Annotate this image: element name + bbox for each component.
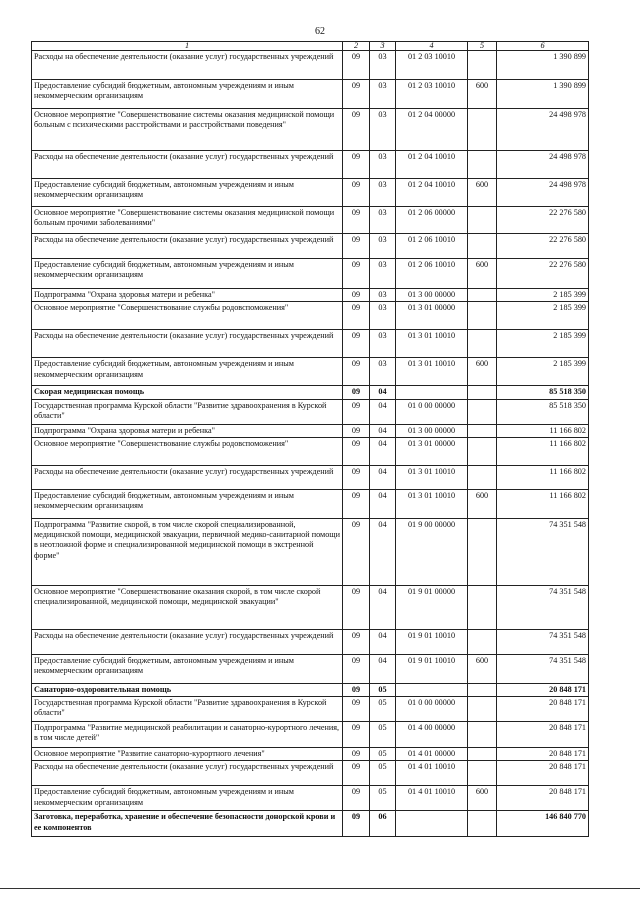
- row-section-cell: 09: [343, 811, 370, 837]
- row-section-cell: 09: [343, 654, 370, 683]
- table-row: [32, 151, 589, 179]
- row-name-cell: Предоставление субсидий бюджетным, автономным учреждениям и иным некоммерческим организациям: [32, 489, 343, 518]
- row-name-cell: Подпрограмма "Охрана здоровья матери и ребенка": [32, 289, 343, 302]
- row-target-article-cell: 01 4 00 00000: [396, 722, 468, 748]
- row-expense-type-cell: [468, 330, 497, 358]
- row-expense-type-cell: [468, 386, 497, 399]
- row-section-cell: 09: [343, 289, 370, 302]
- table-row: [32, 109, 589, 151]
- row-amount-cell: 74 351 548: [497, 654, 589, 683]
- row-subsection-cell: 03: [370, 207, 396, 234]
- row-expense-type-cell: [468, 399, 497, 424]
- row-section-cell: 09: [343, 302, 370, 330]
- row-subsection-cell: 05: [370, 722, 396, 748]
- row-amount-cell: 20 848 171: [497, 761, 589, 786]
- row-target-article-cell: 01 3 01 10010: [396, 330, 468, 358]
- row-amount-cell: 85 518 350: [497, 386, 589, 399]
- row-amount-cell: 11 166 802: [497, 465, 589, 489]
- row-subsection-cell: 05: [370, 761, 396, 786]
- table-header-row: [32, 42, 589, 51]
- table-row: [32, 489, 589, 518]
- row-amount-cell: 24 498 978: [497, 151, 589, 179]
- row-target-article-cell: 01 4 01 00000: [396, 748, 468, 761]
- row-name-cell: Основное мероприятие "Совершенствование оказания скорой, в том числе скорой специализированной, медицинской помощи, медицинской эвакуации": [32, 585, 343, 629]
- row-section-cell: 09: [343, 518, 370, 585]
- table-row: [32, 722, 589, 748]
- row-name-cell: Расходы на обеспечение деятельности (оказание услуг) государственных учреждений: [32, 234, 343, 259]
- row-expense-type-cell: 600: [468, 489, 497, 518]
- row-amount-cell: 20 848 171: [497, 722, 589, 748]
- table-row: [32, 518, 589, 585]
- row-expense-type-cell: [468, 109, 497, 151]
- row-subsection-cell: 04: [370, 654, 396, 683]
- row-subsection-cell: 03: [370, 330, 396, 358]
- row-target-article-cell: 01 3 00 00000: [396, 424, 468, 437]
- row-amount-cell: 146 840 770: [497, 811, 589, 837]
- row-name-cell: Основное мероприятие "Совершенствование службы родовспоможения": [32, 302, 343, 330]
- row-target-article-cell: 01 3 01 10010: [396, 358, 468, 386]
- row-subsection-cell: 03: [370, 358, 396, 386]
- row-target-article-cell: 01 2 06 00000: [396, 207, 468, 234]
- row-subsection-cell: 03: [370, 302, 396, 330]
- table-row: [32, 761, 589, 786]
- row-target-article-cell: [396, 811, 468, 837]
- row-amount-cell: 1 390 899: [497, 51, 589, 80]
- table-row: [32, 358, 589, 386]
- row-amount-cell: 74 351 548: [497, 629, 589, 654]
- table-row: [32, 748, 589, 761]
- row-section-cell: 09: [343, 761, 370, 786]
- row-name-cell: Расходы на обеспечение деятельности (оказание услуг) государственных учреждений: [32, 51, 343, 80]
- row-amount-cell: 24 498 978: [497, 179, 589, 207]
- row-expense-type-cell: [468, 424, 497, 437]
- row-amount-cell: 20 848 171: [497, 748, 589, 761]
- table-row: [32, 585, 589, 629]
- table-row: [32, 399, 589, 424]
- row-target-article-cell: 01 3 01 10010: [396, 465, 468, 489]
- row-expense-type-cell: [468, 465, 497, 489]
- row-target-article-cell: 01 0 00 00000: [396, 399, 468, 424]
- row-amount-cell: 74 351 548: [497, 585, 589, 629]
- row-subsection-cell: 04: [370, 424, 396, 437]
- header-col-1: 1: [32, 42, 343, 51]
- row-expense-type-cell: [468, 811, 497, 837]
- row-expense-type-cell: [468, 585, 497, 629]
- row-expense-type-cell: [468, 748, 497, 761]
- row-subsection-cell: 04: [370, 399, 396, 424]
- row-section-cell: 09: [343, 179, 370, 207]
- row-section-cell: 09: [343, 386, 370, 399]
- row-target-article-cell: 01 3 01 00000: [396, 437, 468, 465]
- row-expense-type-cell: [468, 289, 497, 302]
- row-expense-type-cell: [468, 51, 497, 80]
- row-target-article-cell: 01 9 01 10010: [396, 654, 468, 683]
- page-number: 62: [315, 26, 325, 37]
- row-expense-type-cell: 600: [468, 358, 497, 386]
- header-col-3: 3: [370, 42, 396, 51]
- table-row: [32, 697, 589, 722]
- row-amount-cell: 85 518 350: [497, 399, 589, 424]
- table-row: [32, 683, 589, 696]
- table-row: [32, 80, 589, 109]
- row-expense-type-cell: 600: [468, 786, 497, 811]
- row-name-cell: Предоставление субсидий бюджетным, автономным учреждениям и иным некоммерческим организациям: [32, 259, 343, 289]
- row-expense-type-cell: [468, 518, 497, 585]
- table-row: [32, 424, 589, 437]
- row-subsection-cell: 06: [370, 811, 396, 837]
- row-name-cell: Подпрограмма "Развитие медицинской реабилитации и санаторно-курортного лечения, в том числе детей": [32, 722, 343, 748]
- row-section-cell: 09: [343, 629, 370, 654]
- row-name-cell: Предоставление субсидий бюджетным, автономным учреждениям и иным некоммерческим организациям: [32, 786, 343, 811]
- row-expense-type-cell: 600: [468, 179, 497, 207]
- table-row: [32, 234, 589, 259]
- table-row: [32, 629, 589, 654]
- row-amount-cell: 20 848 171: [497, 786, 589, 811]
- row-expense-type-cell: [468, 761, 497, 786]
- row-section-cell: 09: [343, 722, 370, 748]
- header-col-2: 2: [343, 42, 370, 51]
- row-expense-type-cell: [468, 683, 497, 696]
- row-name-cell: Предоставление субсидий бюджетным, автономным учреждениям и иным некоммерческим организациям: [32, 358, 343, 386]
- row-name-cell: Предоставление субсидий бюджетным, автономным учреждениям и иным некоммерческим организациям: [32, 654, 343, 683]
- row-amount-cell: 2 185 399: [497, 302, 589, 330]
- row-expense-type-cell: 600: [468, 80, 497, 109]
- row-expense-type-cell: [468, 234, 497, 259]
- row-name-cell: Государственная программа Курской области "Развитие здравоохранения в Курской области": [32, 697, 343, 722]
- row-section-cell: 09: [343, 358, 370, 386]
- table-row: [32, 465, 589, 489]
- table-row: [32, 786, 589, 811]
- row-amount-cell: 20 848 171: [497, 683, 589, 696]
- row-section-cell: 09: [343, 697, 370, 722]
- row-subsection-cell: 05: [370, 748, 396, 761]
- row-subsection-cell: 04: [370, 629, 396, 654]
- row-target-article-cell: 01 9 01 10010: [396, 629, 468, 654]
- row-name-cell: Основное мероприятие "Совершенствование системы оказания медицинской помощи больным прочими заболеваниями": [32, 207, 343, 234]
- row-name-cell: Основное мероприятие "Развитие санаторно-курортного лечения": [32, 748, 343, 761]
- row-subsection-cell: 05: [370, 683, 396, 696]
- table-body: [32, 51, 589, 837]
- row-amount-cell: 74 351 548: [497, 518, 589, 585]
- row-name-cell: Расходы на обеспечение деятельности (оказание услуг) государственных учреждений: [32, 629, 343, 654]
- row-amount-cell: 11 166 802: [497, 437, 589, 465]
- row-amount-cell: 20 848 171: [497, 697, 589, 722]
- row-name-cell: Предоставление субсидий бюджетным, автономным учреждениям и иным некоммерческим организациям: [32, 179, 343, 207]
- row-section-cell: 09: [343, 151, 370, 179]
- table-row: [32, 811, 589, 837]
- row-target-article-cell: 01 2 03 10010: [396, 51, 468, 80]
- row-expense-type-cell: [468, 437, 497, 465]
- row-target-article-cell: [396, 683, 468, 696]
- row-expense-type-cell: [468, 722, 497, 748]
- row-target-article-cell: 01 3 01 00000: [396, 302, 468, 330]
- row-target-article-cell: 01 2 04 00000: [396, 109, 468, 151]
- row-target-article-cell: 01 2 04 10010: [396, 179, 468, 207]
- row-target-article-cell: 01 2 03 10010: [396, 80, 468, 109]
- table-row: [32, 179, 589, 207]
- row-section-cell: 09: [343, 399, 370, 424]
- row-expense-type-cell: [468, 697, 497, 722]
- row-target-article-cell: 01 0 00 00000: [396, 697, 468, 722]
- row-name-cell: Заготовка, переработка, хранение и обеспечение безопасности донорской крови и ее компонентов: [32, 811, 343, 837]
- row-amount-cell: 24 498 978: [497, 109, 589, 151]
- row-subsection-cell: 05: [370, 786, 396, 811]
- row-name-cell: Скорая медицинская помощь: [32, 386, 343, 399]
- row-subsection-cell: 03: [370, 151, 396, 179]
- row-subsection-cell: 03: [370, 179, 396, 207]
- row-section-cell: 09: [343, 683, 370, 696]
- row-name-cell: Основное мероприятие "Совершенствование службы родовспоможения": [32, 437, 343, 465]
- row-name-cell: Подпрограмма "Охрана здоровья матери и ребенка": [32, 424, 343, 437]
- header-col-4: 4: [396, 42, 468, 51]
- table-row: [32, 259, 589, 289]
- row-name-cell: Расходы на обеспечение деятельности (оказание услуг) государственных учреждений: [32, 465, 343, 489]
- row-section-cell: 09: [343, 424, 370, 437]
- row-expense-type-cell: 600: [468, 259, 497, 289]
- row-target-article-cell: 01 9 01 00000: [396, 585, 468, 629]
- row-subsection-cell: 03: [370, 259, 396, 289]
- row-name-cell: Санаторно-оздоровительная помощь: [32, 683, 343, 696]
- row-section-cell: 09: [343, 51, 370, 80]
- row-subsection-cell: 04: [370, 437, 396, 465]
- table-row: [32, 207, 589, 234]
- row-amount-cell: 11 166 802: [497, 424, 589, 437]
- row-name-cell: Предоставление субсидий бюджетным, автономным учреждениям и иным некоммерческим организациям: [32, 80, 343, 109]
- row-name-cell: Подпрограмма "Развитие скорой, в том числе скорой специализированной, медицинской помощи, медицинской эвакуации, первичной медико-санитарной помощи в неотложной форме и специализированной медицинской помощи в экстренной форме": [32, 518, 343, 585]
- table-row: [32, 302, 589, 330]
- row-subsection-cell: 05: [370, 697, 396, 722]
- row-section-cell: 09: [343, 80, 370, 109]
- row-subsection-cell: 03: [370, 289, 396, 302]
- row-target-article-cell: 01 2 06 10010: [396, 234, 468, 259]
- row-name-cell: Государственная программа Курской области "Развитие здравоохранения в Курской области": [32, 399, 343, 424]
- row-subsection-cell: 04: [370, 465, 396, 489]
- row-amount-cell: 22 276 580: [497, 234, 589, 259]
- row-amount-cell: 22 276 580: [497, 259, 589, 289]
- table-row: [32, 386, 589, 399]
- row-subsection-cell: 04: [370, 386, 396, 399]
- row-expense-type-cell: 600: [468, 654, 497, 683]
- row-section-cell: 09: [343, 748, 370, 761]
- table-row: [32, 330, 589, 358]
- header-col-5: 5: [468, 42, 497, 51]
- row-amount-cell: 2 185 399: [497, 358, 589, 386]
- table-row: [32, 654, 589, 683]
- row-section-cell: 09: [343, 489, 370, 518]
- row-subsection-cell: 04: [370, 518, 396, 585]
- bottom-rule: [0, 888, 640, 889]
- row-section-cell: 09: [343, 234, 370, 259]
- row-target-article-cell: 01 3 00 00000: [396, 289, 468, 302]
- row-subsection-cell: 03: [370, 80, 396, 109]
- row-target-article-cell: 01 2 04 10010: [396, 151, 468, 179]
- row-amount-cell: 1 390 899: [497, 80, 589, 109]
- row-section-cell: 09: [343, 330, 370, 358]
- row-section-cell: 09: [343, 786, 370, 811]
- table-row: [32, 289, 589, 302]
- table-row: [32, 437, 589, 465]
- row-target-article-cell: [396, 386, 468, 399]
- row-target-article-cell: 01 9 00 00000: [396, 518, 468, 585]
- row-subsection-cell: 03: [370, 109, 396, 151]
- row-amount-cell: 22 276 580: [497, 207, 589, 234]
- row-amount-cell: 11 166 802: [497, 489, 589, 518]
- row-name-cell: Расходы на обеспечение деятельности (оказание услуг) государственных учреждений: [32, 330, 343, 358]
- budget-table: [31, 41, 589, 837]
- row-subsection-cell: 03: [370, 234, 396, 259]
- row-section-cell: 09: [343, 465, 370, 489]
- row-section-cell: 09: [343, 207, 370, 234]
- row-section-cell: 09: [343, 109, 370, 151]
- row-name-cell: Основное мероприятие "Совершенствование системы оказания медицинской помощи больным с психическими расстройствами и расстройствами поведения": [32, 109, 343, 151]
- row-expense-type-cell: [468, 629, 497, 654]
- row-subsection-cell: 03: [370, 51, 396, 80]
- row-expense-type-cell: [468, 302, 497, 330]
- row-section-cell: 09: [343, 437, 370, 465]
- row-section-cell: 09: [343, 585, 370, 629]
- row-section-cell: 09: [343, 259, 370, 289]
- row-name-cell: Расходы на обеспечение деятельности (оказание услуг) государственных учреждений: [32, 761, 343, 786]
- header-col-6: 6: [497, 42, 589, 51]
- row-target-article-cell: 01 3 01 10010: [396, 489, 468, 518]
- row-subsection-cell: 04: [370, 489, 396, 518]
- row-expense-type-cell: [468, 151, 497, 179]
- row-amount-cell: 2 185 399: [497, 289, 589, 302]
- row-expense-type-cell: [468, 207, 497, 234]
- row-target-article-cell: 01 4 01 10010: [396, 761, 468, 786]
- row-target-article-cell: 01 4 01 10010: [396, 786, 468, 811]
- row-name-cell: Расходы на обеспечение деятельности (оказание услуг) государственных учреждений: [32, 151, 343, 179]
- row-amount-cell: 2 185 399: [497, 330, 589, 358]
- row-subsection-cell: 04: [370, 585, 396, 629]
- row-target-article-cell: 01 2 06 10010: [396, 259, 468, 289]
- table-row: [32, 51, 589, 80]
